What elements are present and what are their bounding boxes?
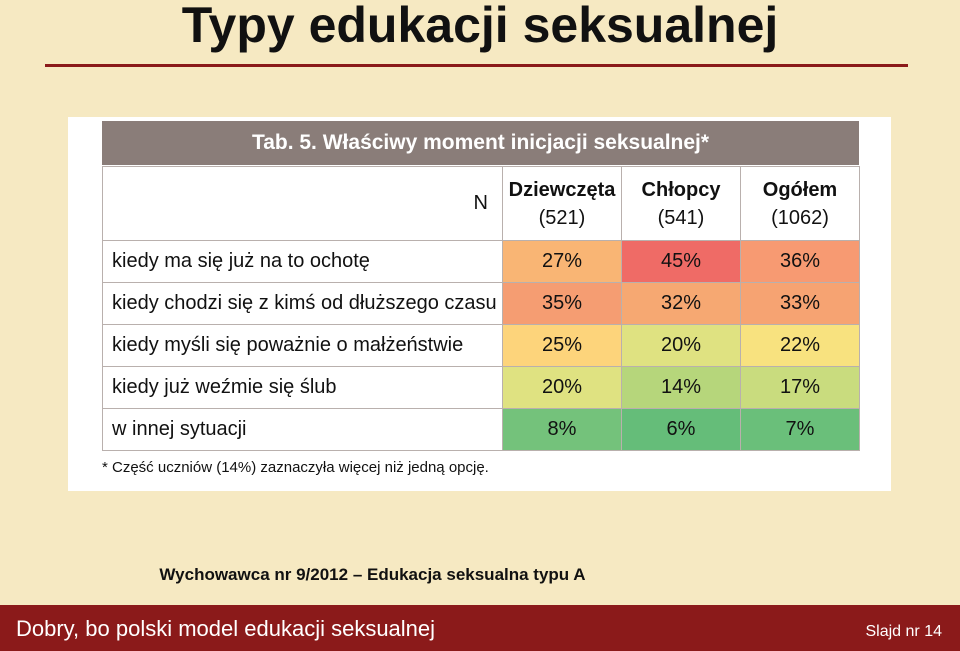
- value-cell: 32%: [622, 283, 741, 325]
- row-label: w innej sytuacji: [103, 409, 503, 451]
- value-cell: 27%: [503, 241, 622, 283]
- column-count: (1062): [771, 206, 829, 229]
- value-cell: 35%: [503, 283, 622, 325]
- results-table: [102, 166, 860, 451]
- value-cell: 14%: [622, 367, 741, 409]
- slide-number: Slajd nr 14: [865, 623, 942, 640]
- table-row: [103, 283, 860, 325]
- title-divider: [45, 64, 908, 67]
- row-label: kiedy chodzi się z kimś od dłuższego czasu: [103, 283, 503, 325]
- table-row: [103, 325, 860, 367]
- table-row: [103, 241, 860, 283]
- column-count: (541): [657, 206, 705, 229]
- slide-title: Typy edukacji seksualnej: [181, 0, 779, 53]
- column-header-total: [741, 167, 860, 241]
- value-cell: 25%: [503, 325, 622, 367]
- value-cell: 45%: [622, 241, 741, 283]
- value-cell: 36%: [741, 241, 860, 283]
- value-cell: 8%: [503, 409, 622, 451]
- table-footnote: * Część uczniów (14%) zaznaczyła więcej niż jedną opcję.: [102, 459, 489, 476]
- column-group-label: Ogółem: [762, 178, 838, 201]
- table-header-row: [103, 167, 860, 241]
- column-group-label: Dziewczęta: [508, 178, 616, 201]
- table-row: [103, 409, 860, 451]
- table-caption: Tab. 5. Właściwy moment inicjacji seksualnej*: [102, 121, 859, 165]
- n-label: N: [103, 167, 503, 241]
- row-label: kiedy ma się już na to ochotę: [103, 241, 503, 283]
- row-label: kiedy myśli się poważnie o małżeństwie: [103, 325, 503, 367]
- value-cell: 7%: [741, 409, 860, 451]
- column-header-girls: [503, 167, 622, 241]
- value-cell: 6%: [622, 409, 741, 451]
- value-cell: 22%: [741, 325, 860, 367]
- column-header-boys: [622, 167, 741, 241]
- table-row: [103, 367, 860, 409]
- column-count: (521): [538, 206, 586, 229]
- footer-title: Dobry, bo polski model edukacji seksualnej: [16, 616, 436, 641]
- value-cell: 20%: [622, 325, 741, 367]
- value-cell: 33%: [741, 283, 860, 325]
- column-group-label: Chłopcy: [641, 178, 721, 201]
- value-cell: 20%: [503, 367, 622, 409]
- source-citation: Wychowawca nr 9/2012 – Edukacja seksualna typu A: [159, 565, 586, 584]
- value-cell: 17%: [741, 367, 860, 409]
- row-label: kiedy już weźmie się ślub: [103, 367, 503, 409]
